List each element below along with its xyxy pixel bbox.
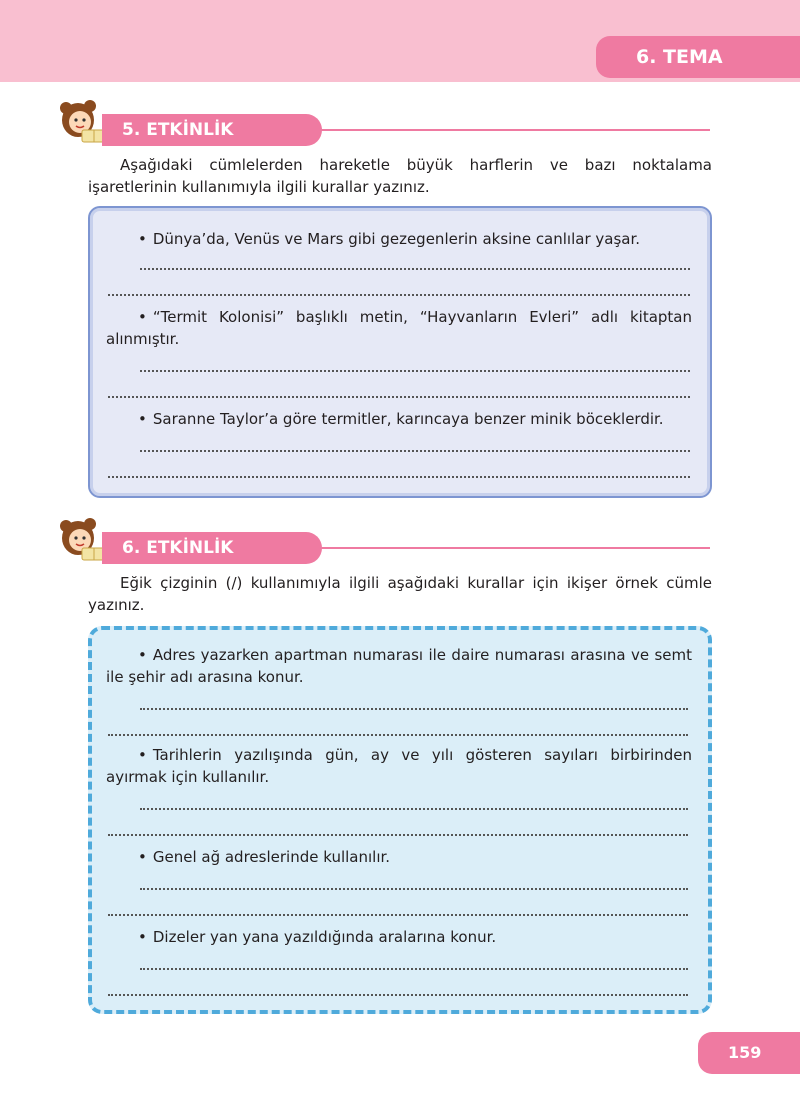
- activity6-item-2: [106, 744, 692, 788]
- activity6-item-3: [106, 846, 692, 868]
- answer-line[interactable]: [140, 450, 690, 452]
- page-number: 159: [698, 1032, 800, 1074]
- activity6-title: 6. ETKİNLİK: [102, 532, 322, 564]
- bullet-dot: •: [138, 646, 147, 664]
- answer-line[interactable]: [140, 708, 688, 710]
- theme-label: 6. TEMA: [596, 36, 800, 78]
- answer-line[interactable]: [140, 968, 688, 970]
- activity6-rule: [320, 547, 710, 549]
- activity5-item-1: [106, 228, 692, 250]
- answer-line[interactable]: [108, 734, 688, 736]
- activity5-item-2-text: “Termit Kolonisi” başlıklı metin, “Hayvanların Evleri” adlı kitaptan alınmıştır.: [106, 308, 692, 348]
- bullet-dot: •: [138, 230, 147, 248]
- answer-line[interactable]: [108, 294, 690, 296]
- activity5-item-3: [106, 408, 692, 430]
- activity6-item-1-text: Adres yazarken apartman numarası ile daire numarası arasına ve semt ile şehir adı arasına konur.: [106, 646, 692, 686]
- activity5-intro: Aşağıdaki cümlelerden hareketle büyük harflerin ve bazı noktalama işaretlerinin kullanımıyla ilgili kurallar yazınız.: [88, 156, 712, 196]
- activity6-item-4: [106, 926, 692, 948]
- activity6-intro: Eğik çizginin (/) kullanımıyla ilgili aşağıdaki kurallar için ikişer örnek cümle yazınız.: [88, 574, 712, 614]
- activity5-rule: [320, 129, 710, 131]
- answer-line[interactable]: [108, 914, 688, 916]
- answer-line[interactable]: [140, 268, 690, 270]
- answer-line[interactable]: [140, 808, 688, 810]
- activity6-item-2-text: Tarihlerin yazılışında gün, ay ve yılı gösteren sayıları birbirinden ayırmak için kullanılır.: [106, 746, 692, 786]
- answer-line[interactable]: [140, 370, 690, 372]
- answer-line[interactable]: [108, 396, 690, 398]
- activity6-item-4-text: Dizeler yan yana yazıldığında aralarına konur.: [152, 928, 497, 946]
- answer-line[interactable]: [140, 888, 688, 890]
- activity6-item-1: [106, 644, 692, 688]
- answer-line[interactable]: [108, 834, 688, 836]
- answer-line[interactable]: [108, 994, 688, 996]
- activity5-item-1-text: Dünya’da, Venüs ve Mars gibi gezegenlerin aksine canlılar yaşar.: [152, 230, 641, 248]
- answer-line[interactable]: [108, 476, 690, 478]
- bullet-dot: •: [138, 848, 147, 866]
- activity6-item-3-text: Genel ağ adreslerinde kullanılır.: [152, 848, 391, 866]
- bullet-dot: •: [138, 308, 147, 326]
- activity5-title: 5. ETKİNLİK: [102, 114, 322, 146]
- bullet-dot: •: [138, 410, 147, 428]
- activity5-header: [58, 106, 718, 146]
- activity6-header: [58, 524, 718, 564]
- bullet-dot: •: [138, 928, 147, 946]
- activity5-item-3-text: Saranne Taylor’a göre termitler, karıncaya benzer minik böceklerdir.: [152, 410, 664, 428]
- bullet-dot: •: [138, 746, 147, 764]
- activity5-item-2: [106, 306, 692, 350]
